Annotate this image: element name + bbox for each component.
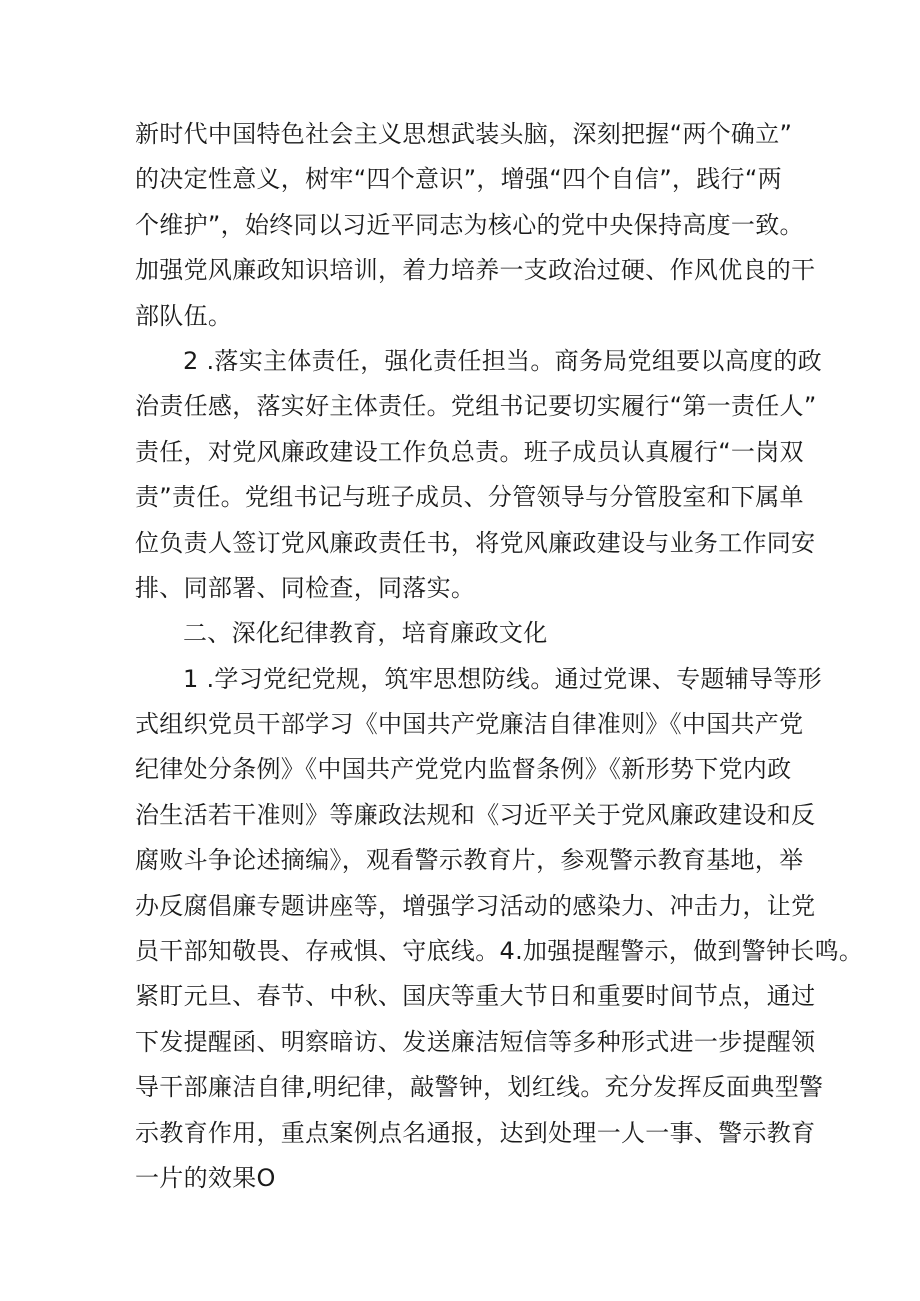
text-line: 办反腐倡廉专题讲座等，增强学习活动的感染力、冲击力，让党 — [135, 891, 816, 920]
paragraph-main-responsibility — [135, 339, 822, 611]
text-line: 治责任感，落实好主体责任。党组书记要切实履行“第一责任人” — [135, 392, 817, 421]
text-line: 1 .学习党纪党规，筑牢思想防线。通过党课、专题辅导等形 — [183, 664, 822, 693]
section-heading-text: 二、深化纪律教育，培育廉政文化 — [183, 619, 548, 648]
text-line: 责”责任。党组书记与班子成员、分管领导与分管股室和下属单 — [135, 483, 804, 512]
text-line: 2 .落实主体责任，强化责任担当。商务局党组要以高度的政 — [183, 346, 822, 375]
text-line: 治生活若干准则》等廉政法规和《习近平关于党风廉政建设和反 — [135, 800, 816, 829]
text-line: 腐败斗争论述摘编》，观看警示教育片，参观警示教育基地，举 — [135, 846, 804, 875]
document-body — [135, 112, 864, 1201]
section-heading — [135, 611, 795, 656]
text-line: 导干部廉洁自律,明纪律，敲警钟，划红线。充分发挥反面典型警 — [135, 1073, 824, 1102]
text-line: 紧盯元旦、春节、中秋、国庆等重大节日和重要时间节点，通过 — [135, 982, 816, 1011]
text-line: 责任，对党风廉政建设工作负总责。班子成员认真履行“一岗双 — [135, 437, 804, 466]
paragraph-party-training — [135, 112, 816, 339]
text-line: 部队伍。 — [135, 301, 233, 330]
text-line: 一片的效果O — [135, 1163, 276, 1192]
text-line: 个维护”，始终同以习近平同志为核心的党中央保持高度一致。 — [135, 210, 804, 239]
text-line: 示教育作用，重点案例点名通报，达到处理一人一事、警示教育 — [135, 1118, 816, 1147]
text-line: 下发提醒函、明察暗访、发送廉洁短信等多种形式进一步提醒领 — [135, 1027, 816, 1056]
text-line: 式组织党员干部学习《中国共产党廉洁自律准则》《中国共产党 — [135, 710, 804, 739]
text-line: 新时代中国特色社会主义思想武装头脑，深刻把握“两个确立” — [135, 120, 793, 148]
paragraph-discipline-study — [135, 657, 864, 1202]
text-line: 的决定性意义，树牢“四个意识”，增强“四个自信”，践行“两 — [135, 165, 782, 194]
text-line: 加强党风廉政知识培训，着力培养一支政治过硬、作风优良的干 — [135, 256, 816, 285]
text-line: 位负责人签订党风廉政责任书，将党风廉政建设与业务工作同安 — [135, 528, 816, 557]
text-line: 纪律处分条例》《中国共产党党内监督条例》《新形势下党内政 — [135, 755, 792, 784]
text-line: 员干部知敬畏、存戒惧、守底线。4.加强提醒警示，做到警钟长鸣。 — [135, 937, 864, 966]
text-line: 排、同部署、同检查，同落实。 — [135, 573, 476, 602]
